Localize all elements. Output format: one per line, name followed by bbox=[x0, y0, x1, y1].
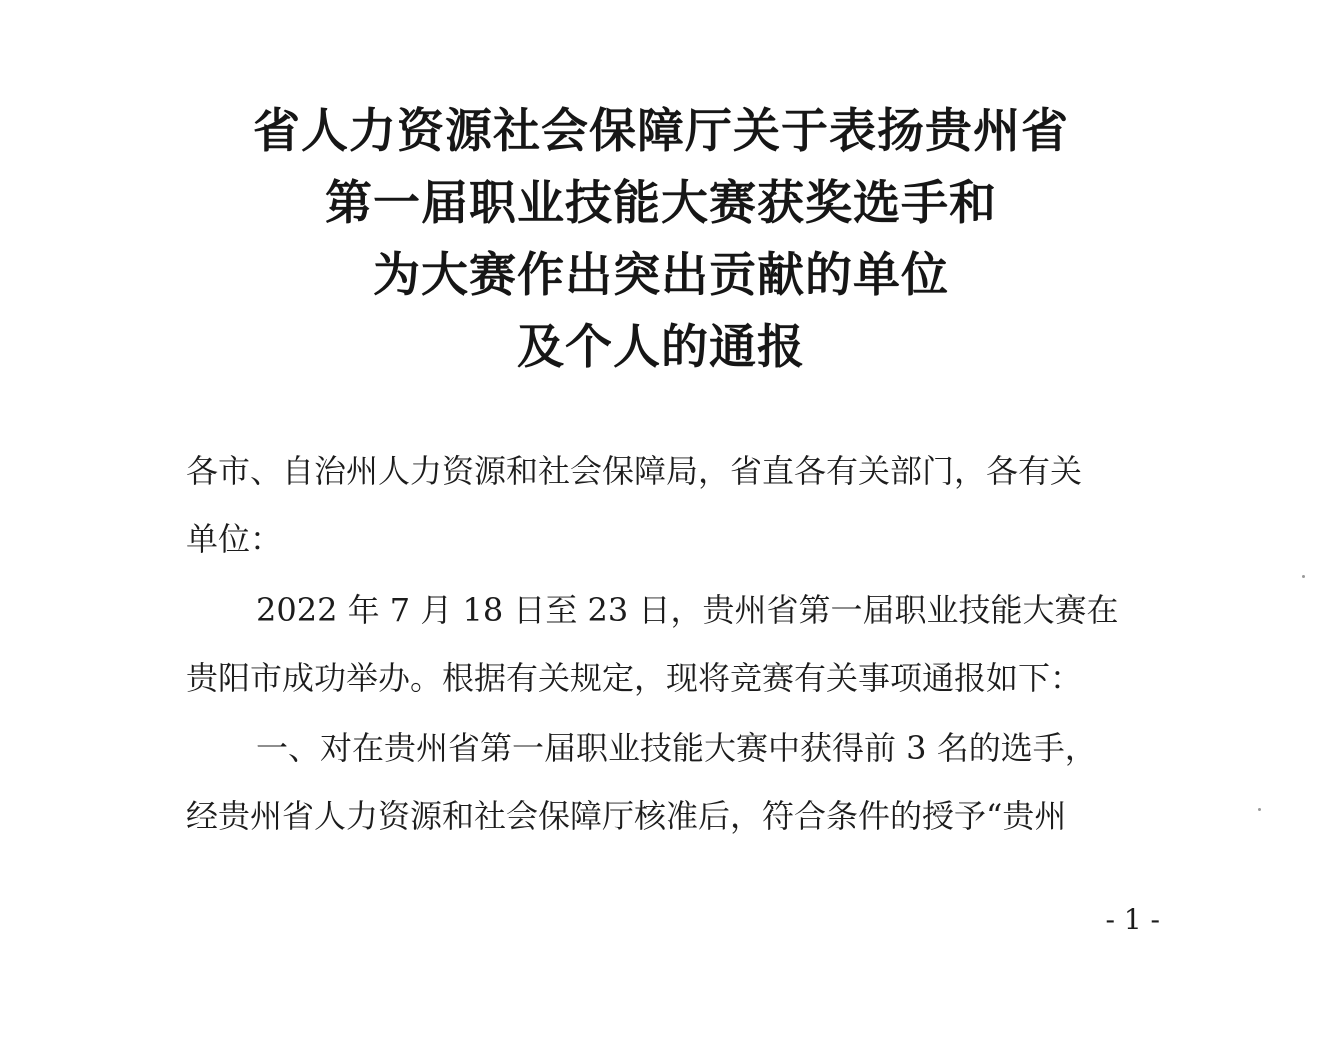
paragraph-2-line-1: 一、对在贵州省第一届职业技能大赛中获得前 3 名的选手， bbox=[256, 729, 1097, 767]
paragraph-2 bbox=[186, 714, 1161, 850]
paragraph-1-line-2: 贵阳市成功举办。根据有关规定，现将竞赛有关事项通报如下： bbox=[186, 659, 1083, 697]
title-line-1: 省人力资源社会保障厅关于表扬贵州省 bbox=[253, 104, 1069, 159]
document-title bbox=[0, 96, 1322, 384]
addressee bbox=[186, 437, 1161, 573]
paragraph-2-line-2: 经贵州省人力资源和社会保障厅核准后，符合条件的授予“贵州 bbox=[186, 797, 1067, 835]
title-line-4: 及个人的通报 bbox=[517, 320, 805, 375]
paragraph-1-line-1: 2022 年 7 月 18 日至 23 日，贵州省第一届职业技能大赛在 bbox=[256, 591, 1119, 629]
addressee-line-1: 各市、自治州人力资源和社会保障局，省直各有关部门，各有关 bbox=[186, 452, 1083, 490]
page-number: - 1 - bbox=[1105, 903, 1160, 936]
title-line-2: 第一届职业技能大赛获奖选手和 bbox=[325, 176, 997, 231]
scan-speck bbox=[1302, 575, 1305, 578]
addressee-line-2: 单位： bbox=[186, 520, 283, 558]
scan-speck bbox=[1258, 808, 1261, 811]
paragraph-1 bbox=[186, 576, 1161, 712]
title-line-3: 为大赛作出突出贡献的单位 bbox=[373, 248, 949, 303]
